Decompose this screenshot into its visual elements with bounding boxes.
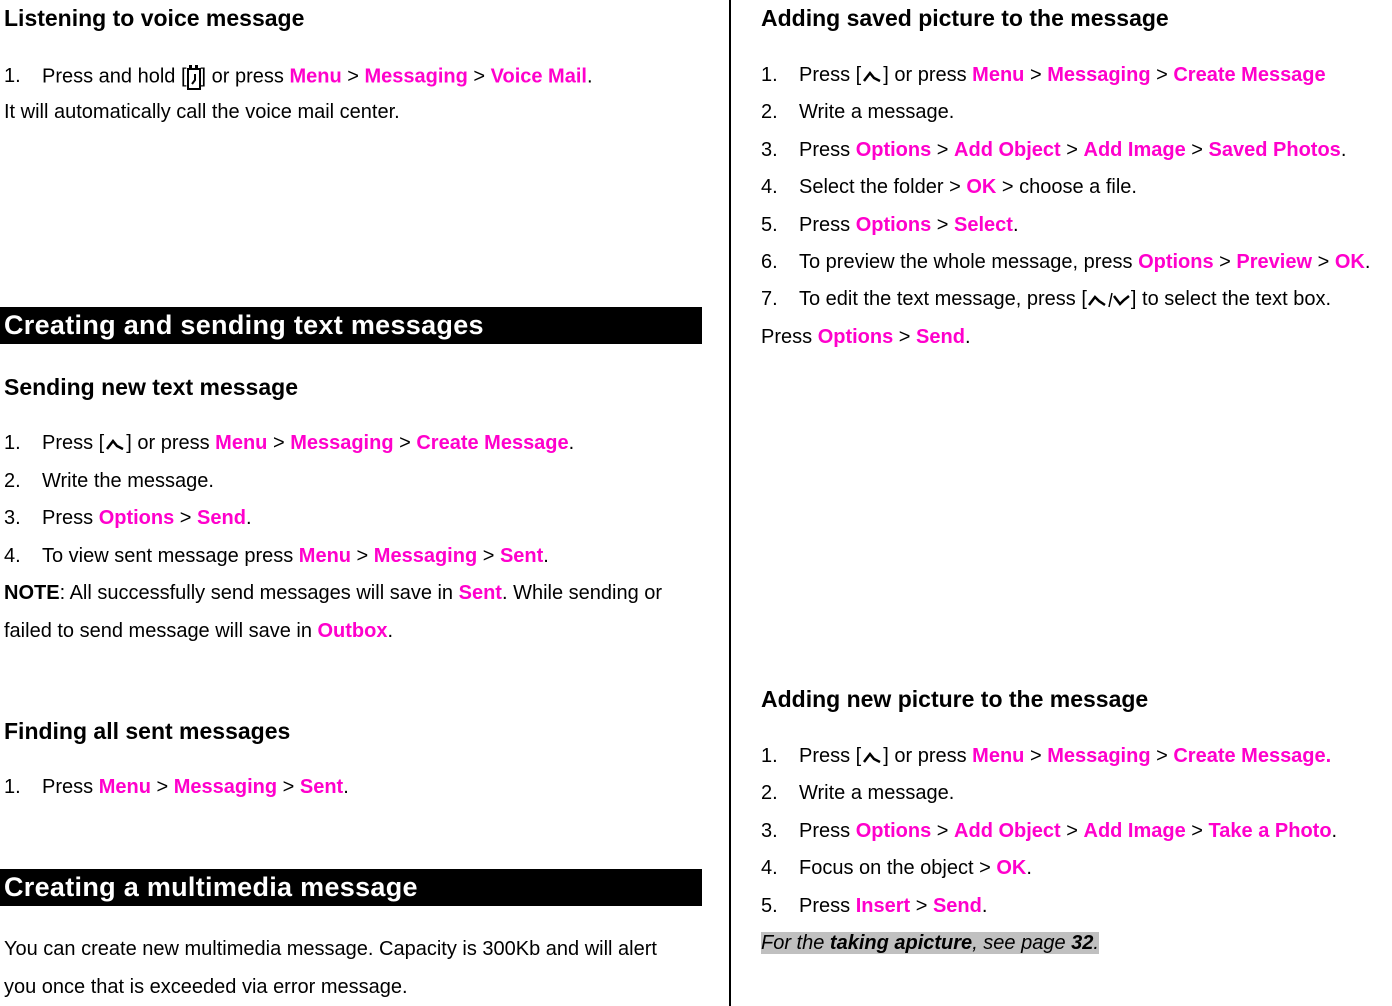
note-line-2: failed to send message will save in Outbox. — [4, 620, 394, 642]
sending-step-4: 4. To view sent message press Menu > Messaging > Sent. — [4, 545, 549, 567]
sending-step-3: 3. Press Options > Send. — [4, 507, 252, 529]
finding-step-1: 1. Press Menu > Messaging > Sent. — [4, 776, 349, 798]
section-title-sending: Sending new text message — [4, 374, 298, 400]
newpic-reference-note — [761, 931, 1099, 955]
saved-final-step: Press Options > Send. — [761, 326, 971, 348]
left-softkey-icon — [104, 436, 126, 452]
banner-multimedia: Creating a multimedia message — [0, 869, 702, 906]
multimedia-text-line-1: You can create new multimedia message. Capacity is 300Kb and will alert — [4, 938, 657, 960]
note-line-1: NOTE: All successfully send messages will save in Sent. While sending or — [4, 582, 663, 604]
saved-step-7: 7. To edit the text message, press [ ] to select the text box. — [761, 288, 1332, 310]
newpic-step-3: 3. Press Options > Add Object > Add Image > Take a Photo. — [761, 820, 1338, 842]
voice-description: It will automatically call the voice mail center. — [4, 101, 400, 123]
page-reference-highlight: For the taking apicture, see page 32. — [761, 932, 1099, 954]
saved-step-1: 1. Press [ ] or press Menu > Messaging > Create Message — [761, 64, 1326, 86]
multimedia-text-line-2: you once that is exceeded via error message. — [4, 976, 408, 998]
left-softkey-icon — [861, 68, 883, 84]
nav-up-down-icon — [1087, 291, 1131, 309]
newpic-step-4: 4. Focus on the object > OK. — [761, 857, 1032, 879]
saved-step-6: 6. To preview the whole message, press Options > Preview > OK. — [761, 251, 1371, 273]
section-title-finding: Finding all sent messages — [4, 718, 291, 744]
voice-step-1: 1. Press and hold [ ] or press Menu > Messaging > Voice Mail. — [4, 64, 593, 90]
section-title-voice: Listening to voice message — [4, 5, 305, 31]
saved-step-2: 2. Write a message. — [761, 101, 955, 123]
column-divider — [729, 0, 731, 1006]
sending-step-1: 1. Press [ ] or press Menu > Messaging > Create Message. — [4, 432, 575, 454]
newpic-step-2: 2. Write a message. — [761, 782, 955, 804]
left-softkey-icon — [861, 749, 883, 765]
section-title-saved-picture: Adding saved picture to the message — [761, 5, 1169, 31]
sending-step-2: 2. Write the message. — [4, 470, 214, 492]
saved-step-5: 5. Press Options > Select. — [761, 214, 1019, 236]
saved-step-3: 3. Press Options > Add Object > Add Image > Saved Photos. — [761, 139, 1347, 161]
banner-text-messages: Creating and sending text messages — [0, 307, 702, 344]
saved-step-4: 4. Select the folder > OK > choose a file. — [761, 176, 1137, 198]
section-title-new-picture: Adding new picture to the message — [761, 686, 1149, 712]
newpic-step-5: 5. Press Insert > Send. — [761, 895, 988, 917]
voicemail-key-icon — [187, 64, 201, 90]
newpic-step-1: 1. Press [ ] or press Menu > Messaging > Create Message. — [761, 745, 1332, 767]
